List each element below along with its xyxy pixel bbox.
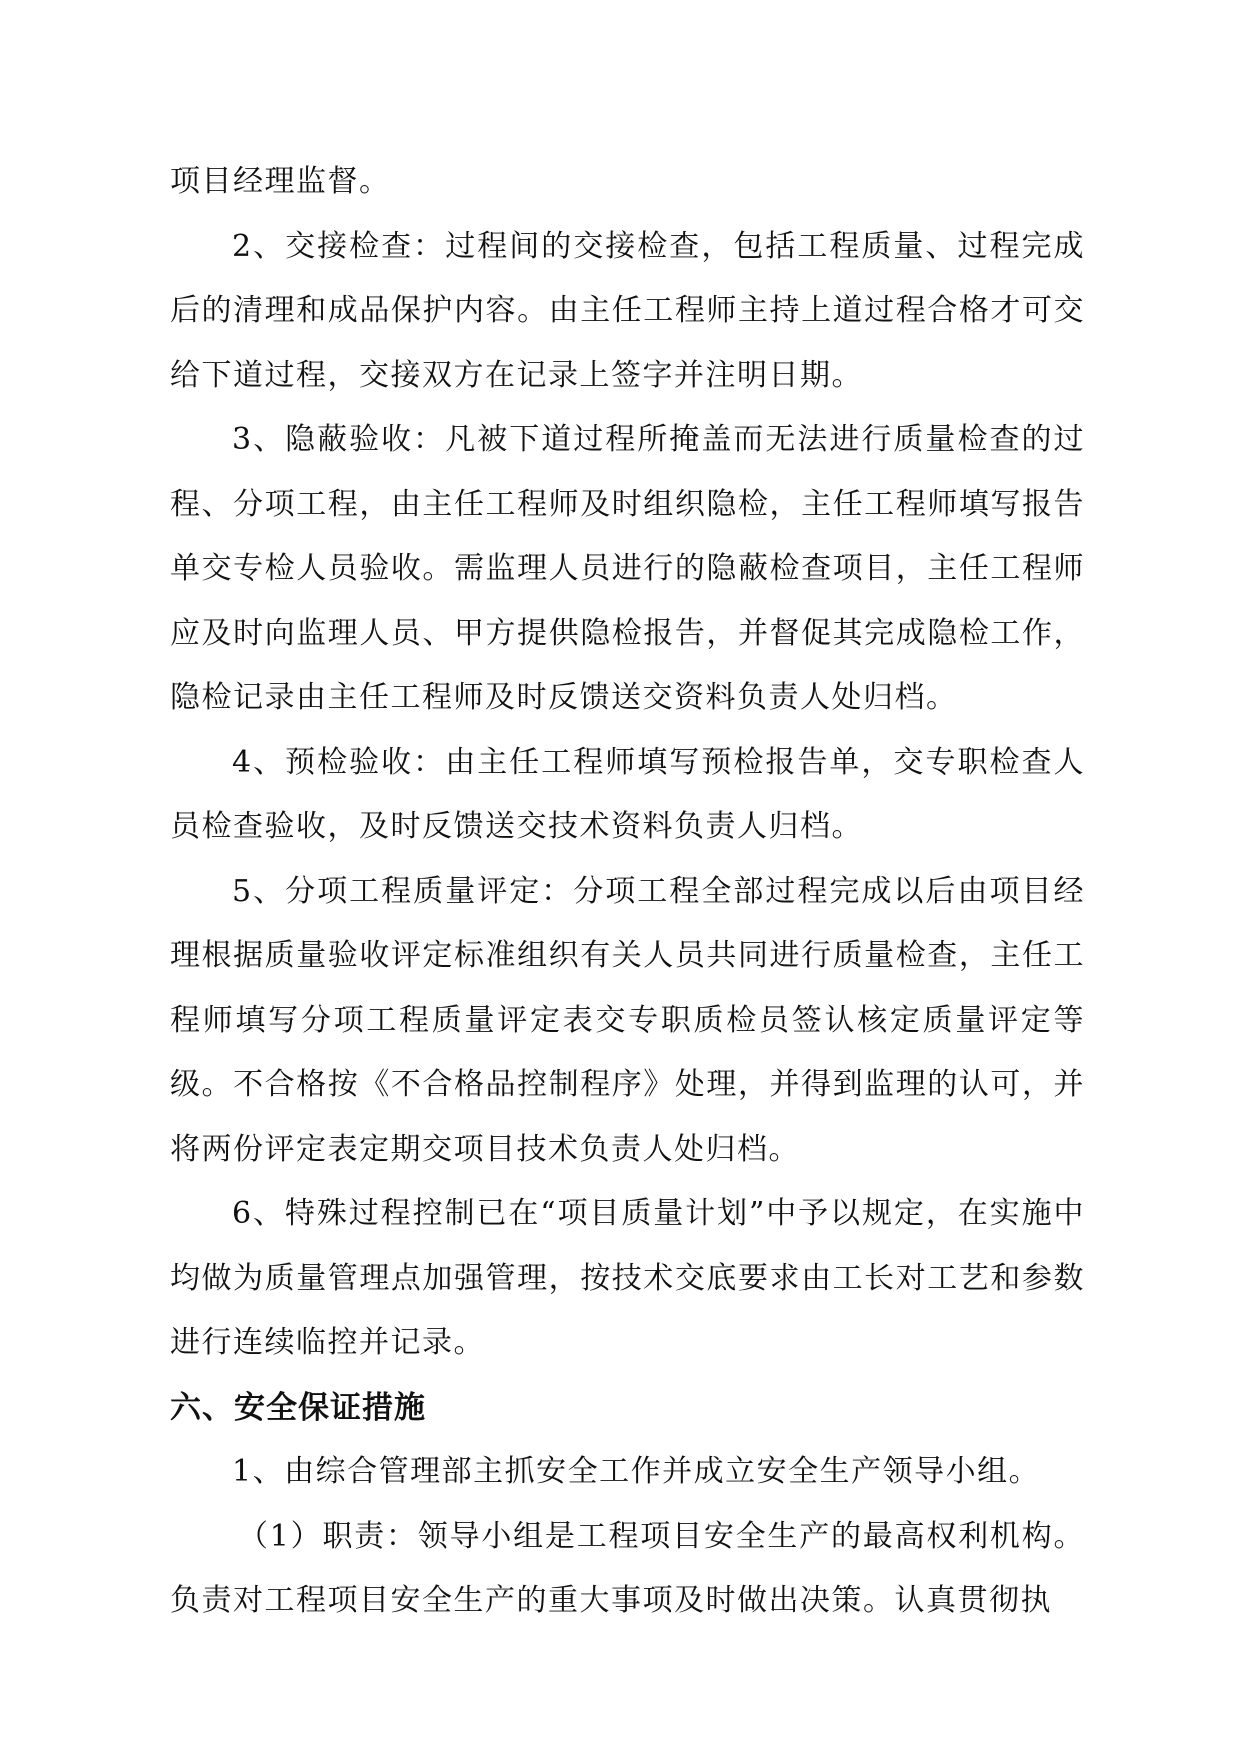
paragraph-special-process: 6、特殊过程控制已在“项目质量计划”中予以规定，在实施中均做为质量管理点加强管理，按技术交底要求由工长对工艺和参数进行连续临控并记录。 xyxy=(170,1196,1085,1360)
paragraph-concealed-acceptance: 3、隐蔽验收：凡被下道过程所掩盖而无法进行质量检查的过程、分项工程，由主任工程师及时组织隐检，主任工程师填写报告单交专检人员验收。需监理人员进行的隐蔽检查项目，主任工程师应及时向监理人员、甲方提供隐检报告，并督促其完成隐检工作，隐检记录由主任工程师及时反馈送交资料负责人处归档。 xyxy=(170,422,1085,715)
section-heading: 六、安全保证措施 xyxy=(170,1389,426,1426)
paragraph-continuation: 项目经理监督。 xyxy=(170,164,391,199)
paragraph-pre-inspection: 4、预检验收：由主任工程师填写预检报告单，交专职检查人员检查验收，及时反馈送交技术资料负责人归档。 xyxy=(170,744,1085,844)
paragraph-handover-inspection: 2、交接检查：过程间的交接检查，包括工程质量、过程完成后的清理和成品保护内容。由主任工程师主持上道过程合格才可交给下道过程，交接双方在记录上签字并注明日期。 xyxy=(170,228,1085,393)
paragraph-quality-assessment: 5、分项工程质量评定：分项工程全部过程完成以后由项目经理根据质量验收评定标准组织有关人员共同进行质量检查，主任工程师填写分项工程质量评定表交专职质检员签认核定质量评定等级。不合格按《不合格品控制程序》处理，并得到监理的认可，并将两份评定表定期交项目技术负责人处归档。 xyxy=(170,873,1085,1167)
document-body xyxy=(170,150,1085,1634)
paragraph-safety-group: 1、由综合管理部主抓安全工作并成立安全生产领导小组。 xyxy=(232,1454,1041,1489)
paragraph-responsibilities: （1）职责：领导小组是工程项目安全生产的最高权利机构。负责对工程项目安全生产的重大事项及时做出决策。认真贯彻执 xyxy=(170,1518,1085,1618)
